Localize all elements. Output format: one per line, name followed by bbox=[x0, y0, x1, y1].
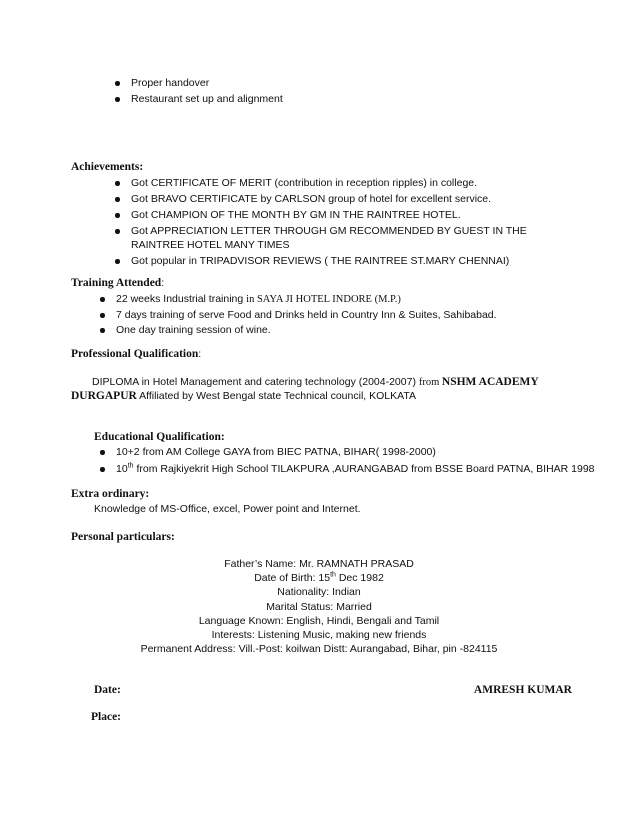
list-item: 7 days training of serve Food and Drinks held in Country Inn & Suites, Sahibabad. bbox=[116, 308, 586, 322]
list-item: Restaurant set up and alignment bbox=[131, 93, 283, 105]
list-item: Got CHAMPION OF THE MONTH BY GM IN THE RAINTREE HOTEL. bbox=[131, 208, 581, 222]
list-item: 10+2 from AM College GAYA from BIEC PATNA, BIHAR( 1998-2000) bbox=[116, 445, 596, 459]
educational-heading: Educational Qualification: bbox=[94, 431, 225, 443]
achievements-heading: Achievements: bbox=[71, 161, 144, 173]
list-item: Proper handover bbox=[131, 76, 283, 90]
list-item: Got CERTIFICATE OF MERIT (contribution in reception ripples) in college. bbox=[131, 176, 581, 190]
list-item: Got APPRECIATION LETTER THROUGH GM RECOMMENDED BY GUEST IN THE RAINTREE HOTEL MANY TIMES bbox=[131, 224, 581, 252]
professional-affiliation: Affiliated by West Bengal state Technical council, KOLKATA bbox=[136, 390, 416, 402]
nationality: Nationality: Indian bbox=[277, 586, 361, 599]
training-heading-line bbox=[71, 277, 164, 289]
training-item-hotel: in SAYA JI HOTEL INDORE (M.P.) bbox=[246, 294, 401, 305]
training-list bbox=[116, 292, 586, 337]
education-grade: 10 bbox=[116, 463, 128, 475]
extra-heading: Extra ordinary: bbox=[71, 488, 150, 500]
personal-heading: Personal particulars: bbox=[71, 531, 175, 543]
personal-details bbox=[0, 557, 638, 656]
professional-heading-line bbox=[71, 348, 201, 360]
list-item: Got popular in TRIPADVISOR REVIEWS ( THE RAINTREE ST.MARY CHENNAI) bbox=[131, 254, 581, 268]
professional-from: from bbox=[418, 377, 442, 388]
list-item: Got BRAVO CERTIFICATE by CARLSON group of hotel for excellent service. bbox=[131, 192, 581, 206]
professional-city: DURGAPUR bbox=[71, 390, 137, 402]
date-label: Date: bbox=[94, 684, 121, 696]
permanent-address: Permanent Address: Vill.-Post: koilwan Distt: Aurangabad, Bihar, pin -824115 bbox=[140, 643, 498, 656]
place-label: Place: bbox=[91, 711, 122, 723]
signature-name: AMRESH KUMAR bbox=[473, 684, 572, 696]
list-item bbox=[116, 462, 596, 476]
marital-status: Marital Status: Married bbox=[266, 600, 372, 613]
list-item bbox=[116, 292, 586, 307]
duties-list bbox=[131, 76, 283, 106]
interests: Interests: Listening Music, making new friends bbox=[211, 629, 427, 642]
languages-known: Language Known: English, Hindi, Bengali and Tamil bbox=[198, 614, 440, 627]
professional-text: DIPLOMA in Hotel Management and catering technology (2004-2007) bbox=[92, 376, 419, 388]
education-grade-suffix: th bbox=[127, 462, 134, 470]
list-item: One day training session of wine. bbox=[116, 323, 586, 337]
training-heading: Training Attended bbox=[71, 277, 162, 289]
father-name: Father’s Name: Mr. RAMNATH PRASAD bbox=[224, 558, 414, 570]
achievements-list bbox=[131, 176, 581, 268]
educational-list bbox=[116, 445, 596, 476]
professional-line-1 bbox=[92, 376, 539, 388]
professional-heading: Professional Qualification bbox=[71, 348, 199, 360]
professional-institute: NSHM ACADEMY bbox=[441, 376, 539, 388]
training-item-text: 22 weeks Industrial training bbox=[116, 293, 247, 305]
training-heading-colon: : bbox=[161, 277, 165, 289]
professional-heading-colon: : bbox=[198, 348, 202, 360]
extra-text: Knowledge of MS-Office, excel, Power point and Internet. bbox=[94, 503, 361, 515]
date-of-birth: Date of Birth: 15th Dec 1982 bbox=[254, 571, 384, 585]
professional-line-2 bbox=[71, 390, 416, 402]
education-school: from Rajkiyekrit High School TILAKPURA ,AURANGABAD from BSSE Board PATNA, BIHAR 1998 bbox=[133, 463, 595, 475]
